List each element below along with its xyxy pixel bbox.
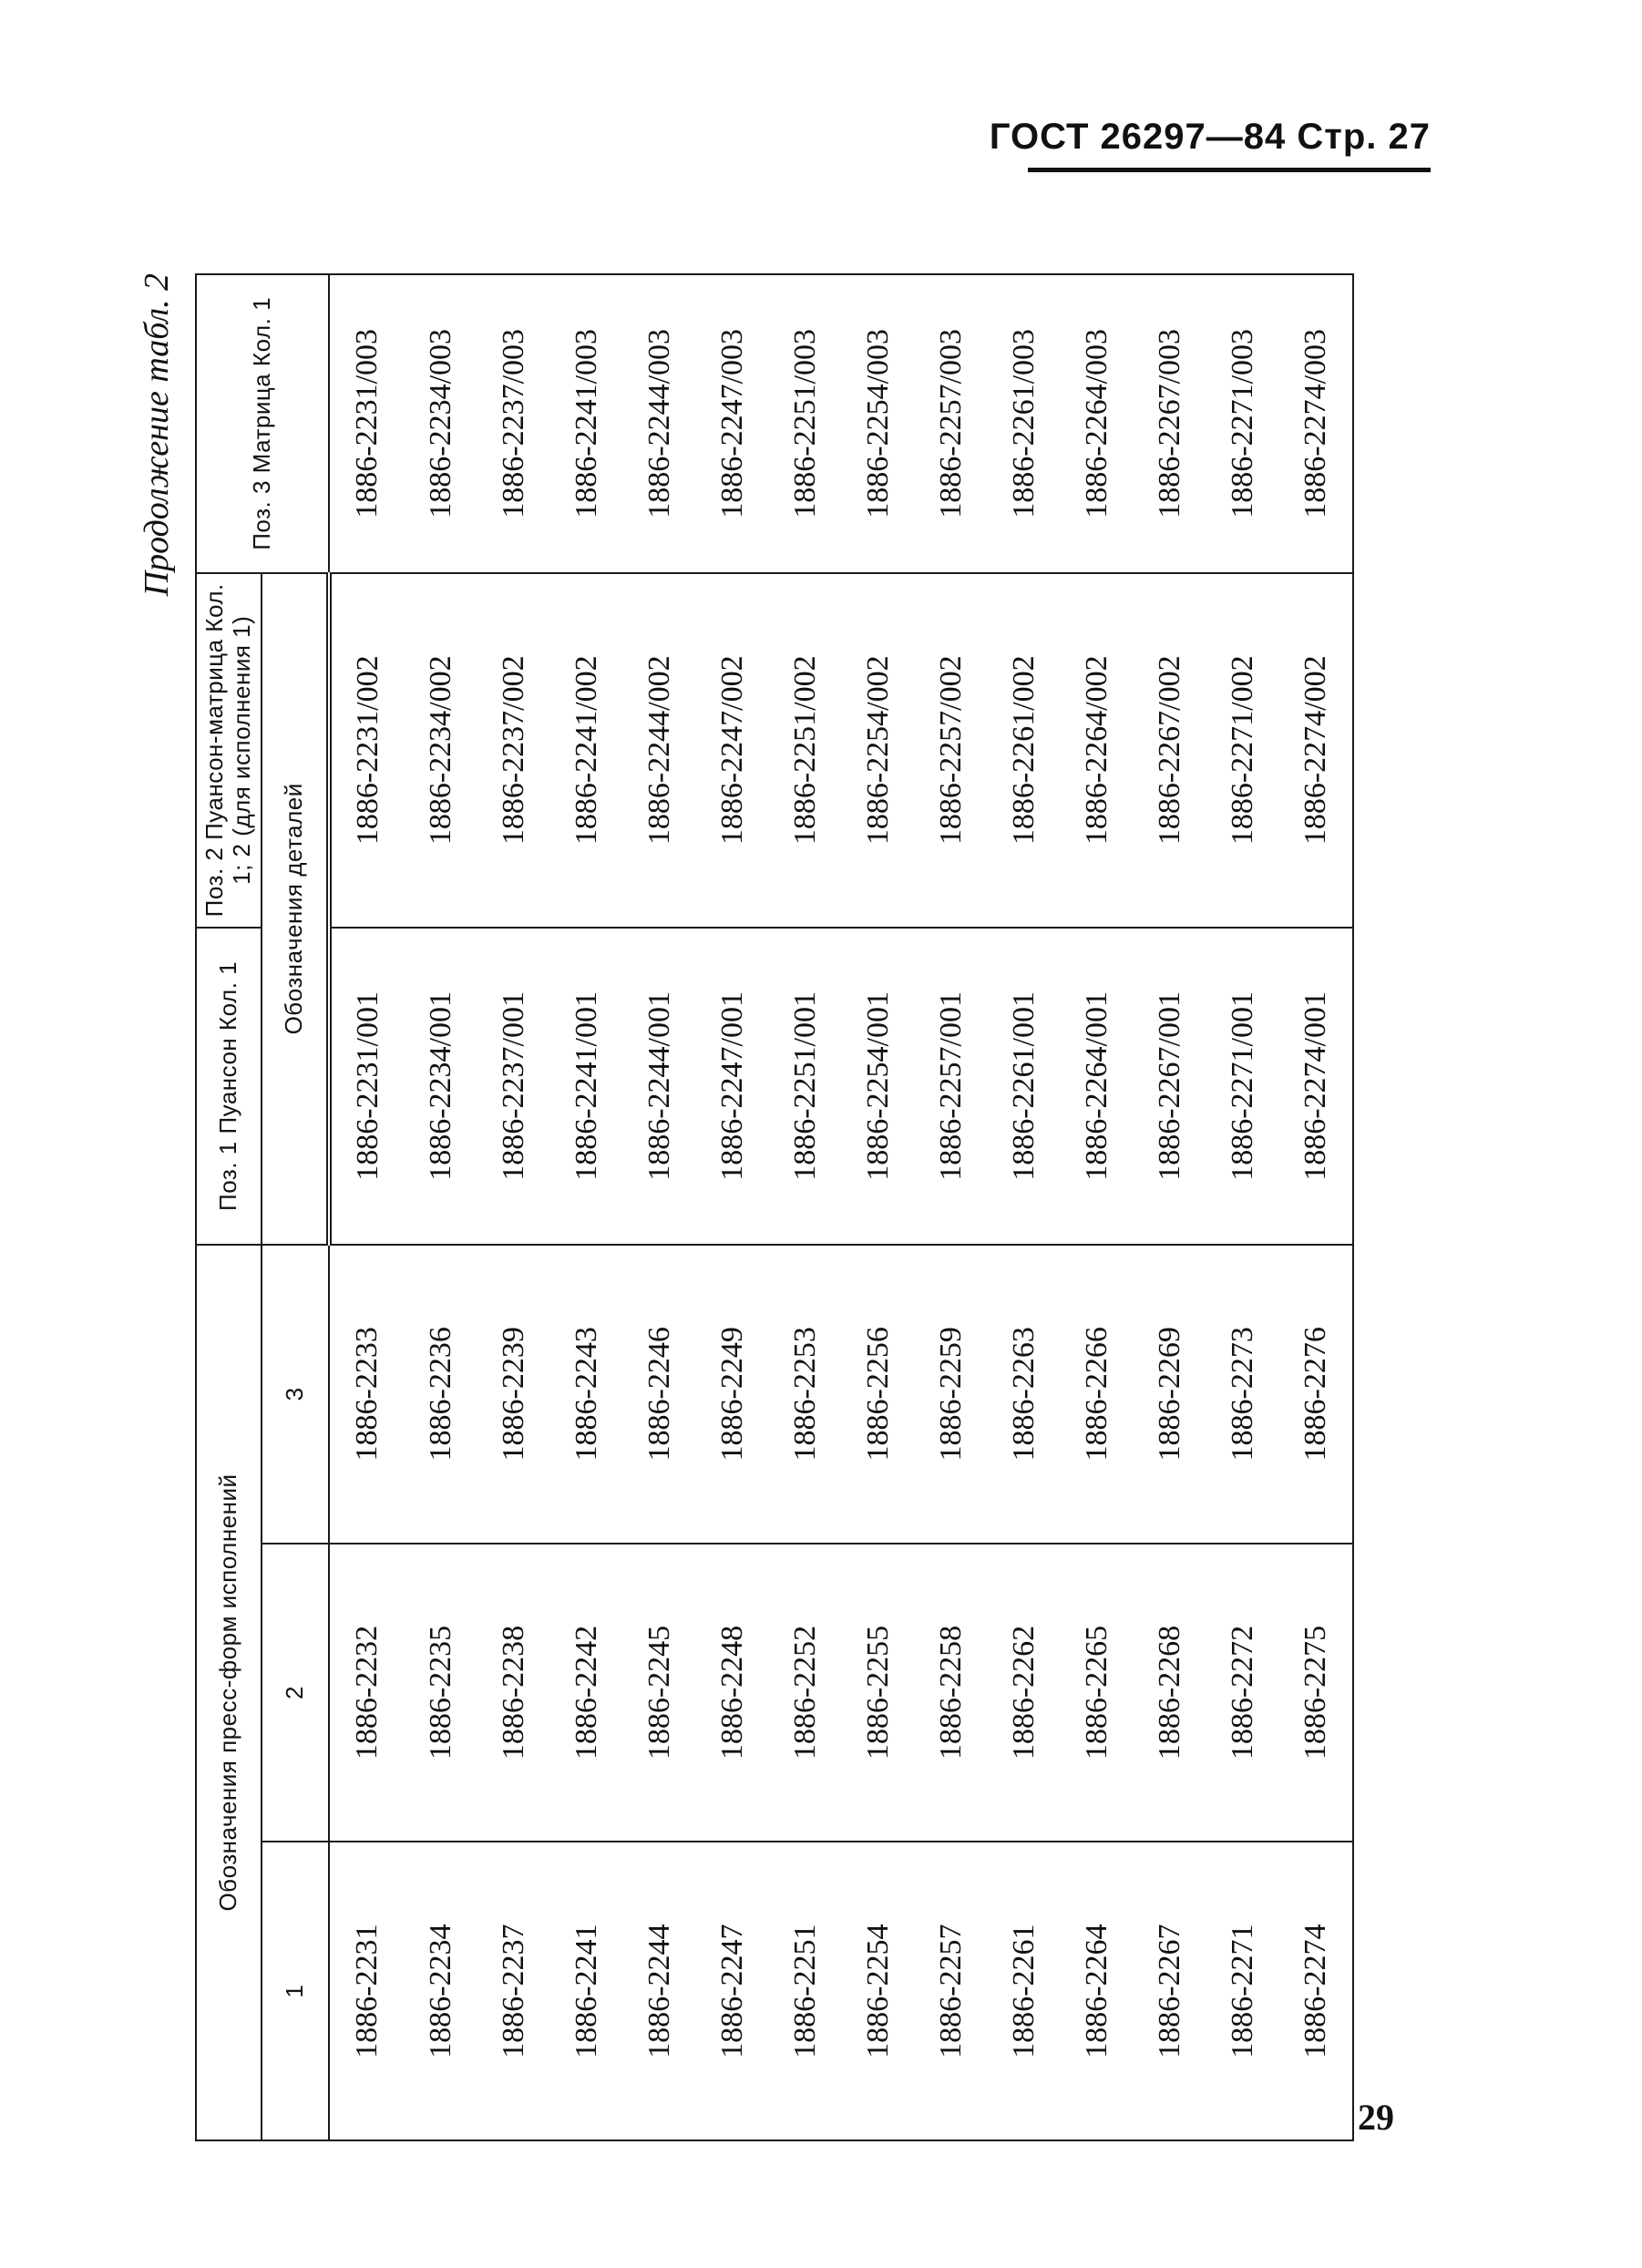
- variant-3-cell: 1886-2246: [623, 1245, 696, 1544]
- pos2-cell: 1886-2264/002: [1061, 573, 1134, 928]
- variant-1-cell: 1886-2271: [1206, 1842, 1279, 2140]
- variant-3-cell: 1886-2239: [477, 1245, 550, 1544]
- variant-1-cell: 1886-2247: [696, 1842, 769, 2140]
- variant-3-cell: 1886-2249: [696, 1245, 769, 1544]
- variant-3-cell: 1886-2263: [988, 1245, 1061, 1544]
- pos1-cell: 1886-2261/001: [988, 928, 1061, 1245]
- variant-3-cell: 1886-2276: [1279, 1245, 1353, 1544]
- pos1-cell: 1886-2234/001: [405, 928, 477, 1245]
- pos3-cell: 1886-2241/003: [550, 274, 623, 573]
- pos3-cell: 1886-2251/003: [769, 274, 842, 573]
- table-caption: Продолжение табл. 2: [138, 273, 176, 597]
- variant-3-cell: 1886-2236: [405, 1245, 477, 1544]
- pos1-cell: 1886-2241/001: [550, 928, 623, 1245]
- pos3-die-header: Поз. 3 Матрица Кол. 1: [196, 274, 329, 573]
- pos2-cell: 1886-2234/002: [405, 573, 477, 928]
- variant-2-cell: 1886-2275: [1279, 1544, 1353, 1842]
- table-row: [1134, 274, 1206, 2140]
- variant-1-cell: 1886-2237: [477, 1842, 550, 2140]
- table-row: [842, 274, 915, 2140]
- variant-2-cell: 1886-2252: [769, 1544, 842, 1842]
- variant-2-cell: 1886-2255: [842, 1544, 915, 1842]
- pos3-cell: 1886-2267/003: [1134, 274, 1206, 573]
- variant-3-header: 3: [262, 1245, 329, 1544]
- variant-2-cell: 1886-2238: [477, 1544, 550, 1842]
- table-row: [477, 274, 550, 2140]
- variant-2-cell: 1886-2242: [550, 1544, 623, 1842]
- pos2-cell: 1886-2274/002: [1279, 573, 1353, 928]
- variant-1-cell: 1886-2254: [842, 1842, 915, 2140]
- table-row: [1279, 274, 1353, 2140]
- rotated-table-area: [137, 273, 1449, 2141]
- press-form-designations-header: Обозначения пресс-форм исполнений: [196, 1245, 262, 2140]
- pos1-cell: 1886-2267/001: [1134, 928, 1206, 1245]
- variant-3-cell: 1886-2259: [915, 1245, 988, 1544]
- variant-1-cell: 1886-2231: [329, 1842, 405, 2140]
- pos3-cell: 1886-2247/003: [696, 274, 769, 573]
- pos3-cell: 1886-2231/003: [329, 274, 405, 573]
- pos3-cell: 1886-2237/003: [477, 274, 550, 573]
- pos3-cell: 1886-2257/003: [915, 274, 988, 573]
- pos3-cell: 1886-2234/003: [405, 274, 477, 573]
- variant-1-cell: 1886-2241: [550, 1842, 623, 2140]
- variant-1-cell: 1886-2261: [988, 1842, 1061, 2140]
- pos2-cell: 1886-2261/002: [988, 573, 1061, 928]
- pos2-cell: 1886-2244/002: [623, 573, 696, 928]
- variant-3-cell: 1886-2253: [769, 1245, 842, 1544]
- variant-2-cell: 1886-2248: [696, 1544, 769, 1842]
- page-reference: Стр. 27: [1297, 117, 1431, 157]
- variant-3-cell: 1886-2269: [1134, 1245, 1206, 1544]
- pos2-cell: 1886-2231/002: [329, 573, 405, 928]
- variant-3-cell: 1886-2273: [1206, 1245, 1279, 1544]
- pos1-cell: 1886-2257/001: [915, 928, 988, 1245]
- pos1-cell: 1886-2237/001: [477, 928, 550, 1245]
- variant-2-cell: 1886-2232: [329, 1544, 405, 1842]
- variant-1-cell: 1886-2244: [623, 1842, 696, 2140]
- variant-3-cell: 1886-2266: [1061, 1245, 1134, 1544]
- variant-1-cell: 1886-2257: [915, 1842, 988, 2140]
- variant-1-cell: 1886-2234: [405, 1842, 477, 2140]
- pos2-cell: 1886-2241/002: [550, 573, 623, 928]
- pos3-cell: 1886-2271/003: [1206, 274, 1279, 573]
- table-body: [329, 274, 1353, 2140]
- pos2-punch-die-header: Поз. 2 Пуансон-матрица Кол. 1; 2 (для исполнения 1): [196, 573, 262, 928]
- pos2-cell: 1886-2237/002: [477, 573, 550, 928]
- variant-2-cell: 1886-2268: [1134, 1544, 1206, 1842]
- pos3-cell: 1886-2274/003: [1279, 274, 1353, 573]
- pos3-cell: 1886-2264/003: [1061, 274, 1134, 573]
- table-row: [915, 274, 988, 2140]
- pos2-cell: 1886-2247/002: [696, 573, 769, 928]
- pos2-cell: 1886-2254/002: [842, 573, 915, 928]
- pos2-cell: 1886-2251/002: [769, 573, 842, 928]
- pos3-cell: 1886-2261/003: [988, 274, 1061, 573]
- variant-3-cell: 1886-2243: [550, 1245, 623, 1544]
- pos3-cell: 1886-2254/003: [842, 274, 915, 573]
- page-header: [990, 117, 1431, 158]
- pos2-cell: 1886-2267/002: [1134, 573, 1206, 928]
- variant-3-cell: 1886-2233: [329, 1245, 405, 1544]
- pos1-cell: 1886-2247/001: [696, 928, 769, 1245]
- variant-2-cell: 1886-2262: [988, 1544, 1061, 1842]
- part-designations-header: Обозначения деталей: [262, 573, 329, 1245]
- pos2-cell: 1886-2271/002: [1206, 573, 1279, 928]
- pos1-punch-header: Поз. 1 Пуансон Кол. 1: [196, 928, 262, 1245]
- variant-2-cell: 1886-2245: [623, 1544, 696, 1842]
- table-row: [1061, 274, 1134, 2140]
- table-row: [1206, 274, 1279, 2140]
- pos1-cell: 1886-2264/001: [1061, 928, 1134, 1245]
- variant-2-header: 2: [262, 1544, 329, 1842]
- table-row: [405, 274, 477, 2140]
- table-row: [329, 274, 405, 2140]
- page-number: 29: [1358, 2097, 1394, 2138]
- variant-1-cell: 1886-2267: [1134, 1842, 1206, 2140]
- designations-table: [195, 273, 1354, 2141]
- table-row: [696, 274, 769, 2140]
- variant-2-cell: 1886-2272: [1206, 1544, 1279, 1842]
- variant-2-cell: 1886-2235: [405, 1544, 477, 1842]
- pos1-cell: 1886-2251/001: [769, 928, 842, 1245]
- variant-2-cell: 1886-2265: [1061, 1544, 1134, 1842]
- pos1-cell: 1886-2271/001: [1206, 928, 1279, 1245]
- table-row: [988, 274, 1061, 2140]
- variant-2-cell: 1886-2258: [915, 1544, 988, 1842]
- pos1-cell: 1886-2231/001: [329, 928, 405, 1245]
- header-rule: [1028, 168, 1431, 172]
- pos1-cell: 1886-2244/001: [623, 928, 696, 1245]
- pos1-cell: 1886-2274/001: [1279, 928, 1353, 1245]
- table-row: [550, 274, 623, 2140]
- pos2-cell: 1886-2257/002: [915, 573, 988, 928]
- pos1-cell: 1886-2254/001: [842, 928, 915, 1245]
- pos3-cell: 1886-2244/003: [623, 274, 696, 573]
- variant-1-header: 1: [262, 1842, 329, 2140]
- variant-1-cell: 1886-2274: [1279, 1842, 1353, 2140]
- gost-designation: ГОСТ 26297—84: [989, 117, 1287, 157]
- variant-1-cell: 1886-2251: [769, 1842, 842, 2140]
- table-row: [769, 274, 842, 2140]
- variant-1-cell: 1886-2264: [1061, 1842, 1134, 2140]
- variant-3-cell: 1886-2256: [842, 1245, 915, 1544]
- table-row: [623, 274, 696, 2140]
